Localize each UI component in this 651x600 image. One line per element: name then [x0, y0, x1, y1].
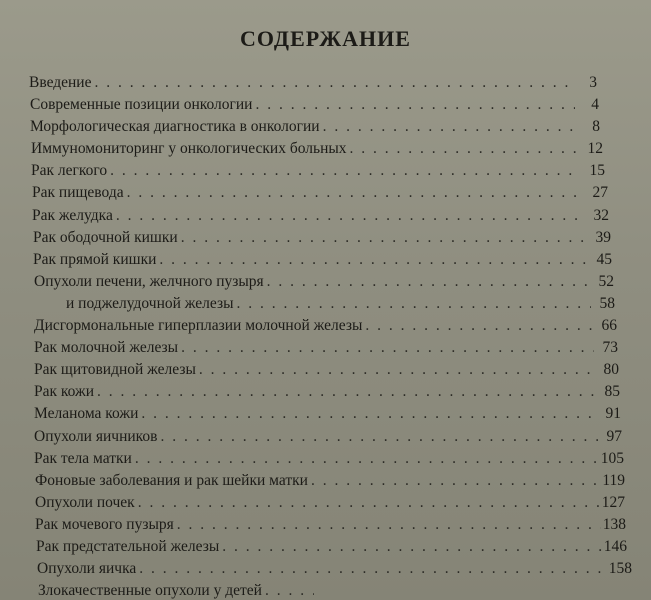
toc-entry-label: Рак мочевого пузыря — [35, 515, 174, 533]
toc-leader-dots — [267, 271, 590, 293]
toc-entry-label: Рак желудка — [32, 206, 113, 224]
toc-entry — [0, 160, 651, 182]
toc-page-number: 146 — [603, 537, 627, 555]
toc-entry — [0, 271, 651, 293]
toc-entry — [0, 558, 651, 580]
toc-leader-dots — [160, 426, 598, 448]
toc-entry — [0, 580, 651, 600]
toc-leader-dots — [350, 138, 579, 160]
toc-leader-dots — [177, 514, 601, 536]
toc-leader-dots — [94, 72, 573, 94]
toc-leader-dots — [139, 558, 607, 580]
toc-page-number: 15 — [589, 162, 605, 180]
toc-entry — [0, 293, 651, 315]
toc-entry — [0, 381, 651, 403]
toc-entry-label: Опухоли яичников — [34, 427, 158, 445]
toc-entry-label: Злокачественные опухоли у детей — [38, 582, 262, 600]
toc-entry — [0, 492, 651, 514]
toc-entry-label: Рак тела матки — [34, 449, 132, 467]
toc-entry-label: Современные позиции онкологии — [30, 96, 253, 114]
toc-leader-dots — [199, 359, 595, 381]
toc-entry-label: Рак прямой кишки — [33, 250, 157, 268]
toc-page-number: 3 — [589, 74, 597, 91]
toc-page-number: 27 — [592, 184, 608, 202]
toc-page-number: 32 — [593, 206, 609, 224]
toc-entry-label: Рак ободочной кишки — [33, 228, 178, 246]
toc-leader-dots — [141, 403, 597, 425]
toc-page-number: 58 — [599, 294, 615, 312]
toc-leader-dots — [323, 116, 576, 138]
toc-entry-label: Рак кожи — [34, 383, 95, 401]
toc-entry — [0, 72, 651, 94]
toc-entry-label: и поджелудочной железы — [66, 294, 234, 312]
toc-entry — [0, 448, 651, 470]
toc-page-number: 73 — [602, 339, 618, 357]
toc-entry — [0, 514, 651, 536]
toc-page-number: 119 — [602, 471, 625, 489]
toc-entry-label: Дисгормональные гиперплазии молочной железы — [34, 317, 363, 335]
toc-page-number: 8 — [592, 118, 600, 136]
toc-leader-dots — [265, 580, 314, 600]
toc-entry-label: Рак пищевода — [32, 184, 124, 202]
toc-entry — [0, 536, 651, 558]
toc-page-number: 91 — [605, 405, 621, 423]
page-title: СОДЕРЖАНИЕ — [240, 26, 411, 51]
toc-entry-label: Фоновые заболевания и рак шейки матки — [35, 471, 308, 489]
toc-entry-label: Рак предстательной железы — [36, 537, 220, 555]
toc-leader-dots — [138, 492, 600, 514]
toc-entry — [0, 94, 651, 116]
toc-page-number: 4 — [591, 96, 599, 114]
toc-page-number: 85 — [604, 383, 620, 401]
toc-entry-label: Опухоли печени, желчного пузыря — [34, 272, 264, 290]
toc-page-number: 105 — [600, 449, 624, 467]
toc-entry-label: Рак молочной железы — [34, 339, 179, 357]
toc-leader-dots — [110, 160, 581, 182]
toc-entry-label: Меланома кожи — [34, 405, 139, 423]
toc-page-number: 39 — [595, 228, 611, 246]
toc-entry — [0, 227, 651, 249]
toc-leader-dots — [97, 381, 596, 403]
toc-entry-label: Опухоли почек — [35, 493, 135, 511]
toc-page-number: 80 — [603, 361, 619, 379]
toc-entry — [0, 249, 651, 271]
toc-entry — [0, 337, 651, 359]
toc-entry — [0, 470, 651, 492]
toc-entry — [0, 426, 651, 448]
toc-entry-label: Введение — [29, 74, 92, 91]
toc-entry — [0, 359, 651, 381]
toc-entry — [0, 205, 651, 227]
toc-page-number: 97 — [606, 427, 622, 445]
toc-entry — [0, 116, 651, 138]
toc-entry — [0, 315, 651, 337]
toc-page-number: 12 — [587, 140, 603, 158]
toc-page-number: 66 — [601, 317, 617, 335]
toc-leader-dots — [181, 227, 587, 249]
toc-leader-dots — [311, 470, 600, 492]
toc-leader-dots — [127, 182, 584, 204]
toc-leader-dots — [116, 205, 585, 227]
toc-page-number: 158 — [608, 560, 632, 578]
toc-leader-dots — [255, 94, 575, 116]
toc-entry-label: Опухоли яичка — [37, 560, 137, 578]
toc-leader-dots — [135, 448, 599, 470]
toc-page-number: 138 — [602, 515, 626, 533]
toc-page-number: 52 — [598, 272, 614, 290]
toc-leader-dots — [181, 337, 594, 359]
toc-leader-dots — [365, 315, 593, 337]
toc-entry — [0, 403, 651, 425]
toc-entry-label: Рак легкого — [31, 162, 108, 180]
toc-leader-dots — [159, 249, 588, 271]
toc-leader-dots — [222, 536, 602, 558]
table-of-contents — [0, 72, 651, 600]
toc-leader-dots — [237, 293, 591, 315]
toc-page-number: 127 — [601, 493, 625, 511]
toc-page-number: 45 — [596, 250, 612, 268]
toc-entry — [0, 182, 651, 204]
toc-entry-label: Иммуномониторинг у онкологических больных — [31, 140, 347, 158]
toc-entry-label: Морфологическая диагностика в онкологии — [30, 118, 320, 136]
toc-entry — [0, 138, 651, 160]
toc-entry-label: Рак щитовидной железы — [34, 361, 196, 379]
